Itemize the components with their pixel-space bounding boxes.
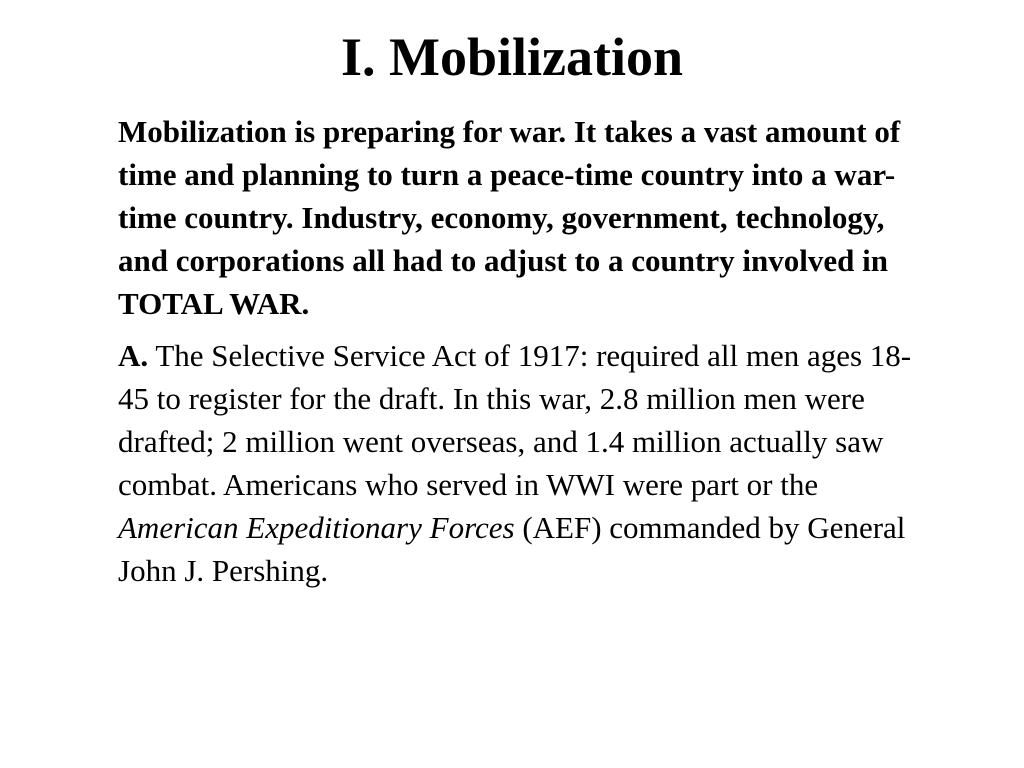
slide-body [118,110,918,592]
point-a-label: A. [118,338,149,373]
point-a-emphasis: American Expeditionary Forces [118,510,515,545]
point-a-paragraph [118,334,918,592]
intro-paragraph: Mobilization is preparing for war. It takes a vast amount of time and planning to turn a peace-time country into a war-time country. Industry, economy, government, technology, and corporations all had to adjust to a country involved in TOTAL WAR. [118,114,901,321]
slide-title: I. Mobilization [340,27,683,87]
point-a-text-1: The Selective Service Act of 1917: required all men ages 18-45 to register for the draft. In this war, 2.8 million men were drafted; 2 million went overseas, and 1.4 million actually saw combat. Americans who served in WWI were part or the [118,338,912,502]
point-a-text-2: (AEF) commanded by General John J. Pershing. [118,510,906,588]
